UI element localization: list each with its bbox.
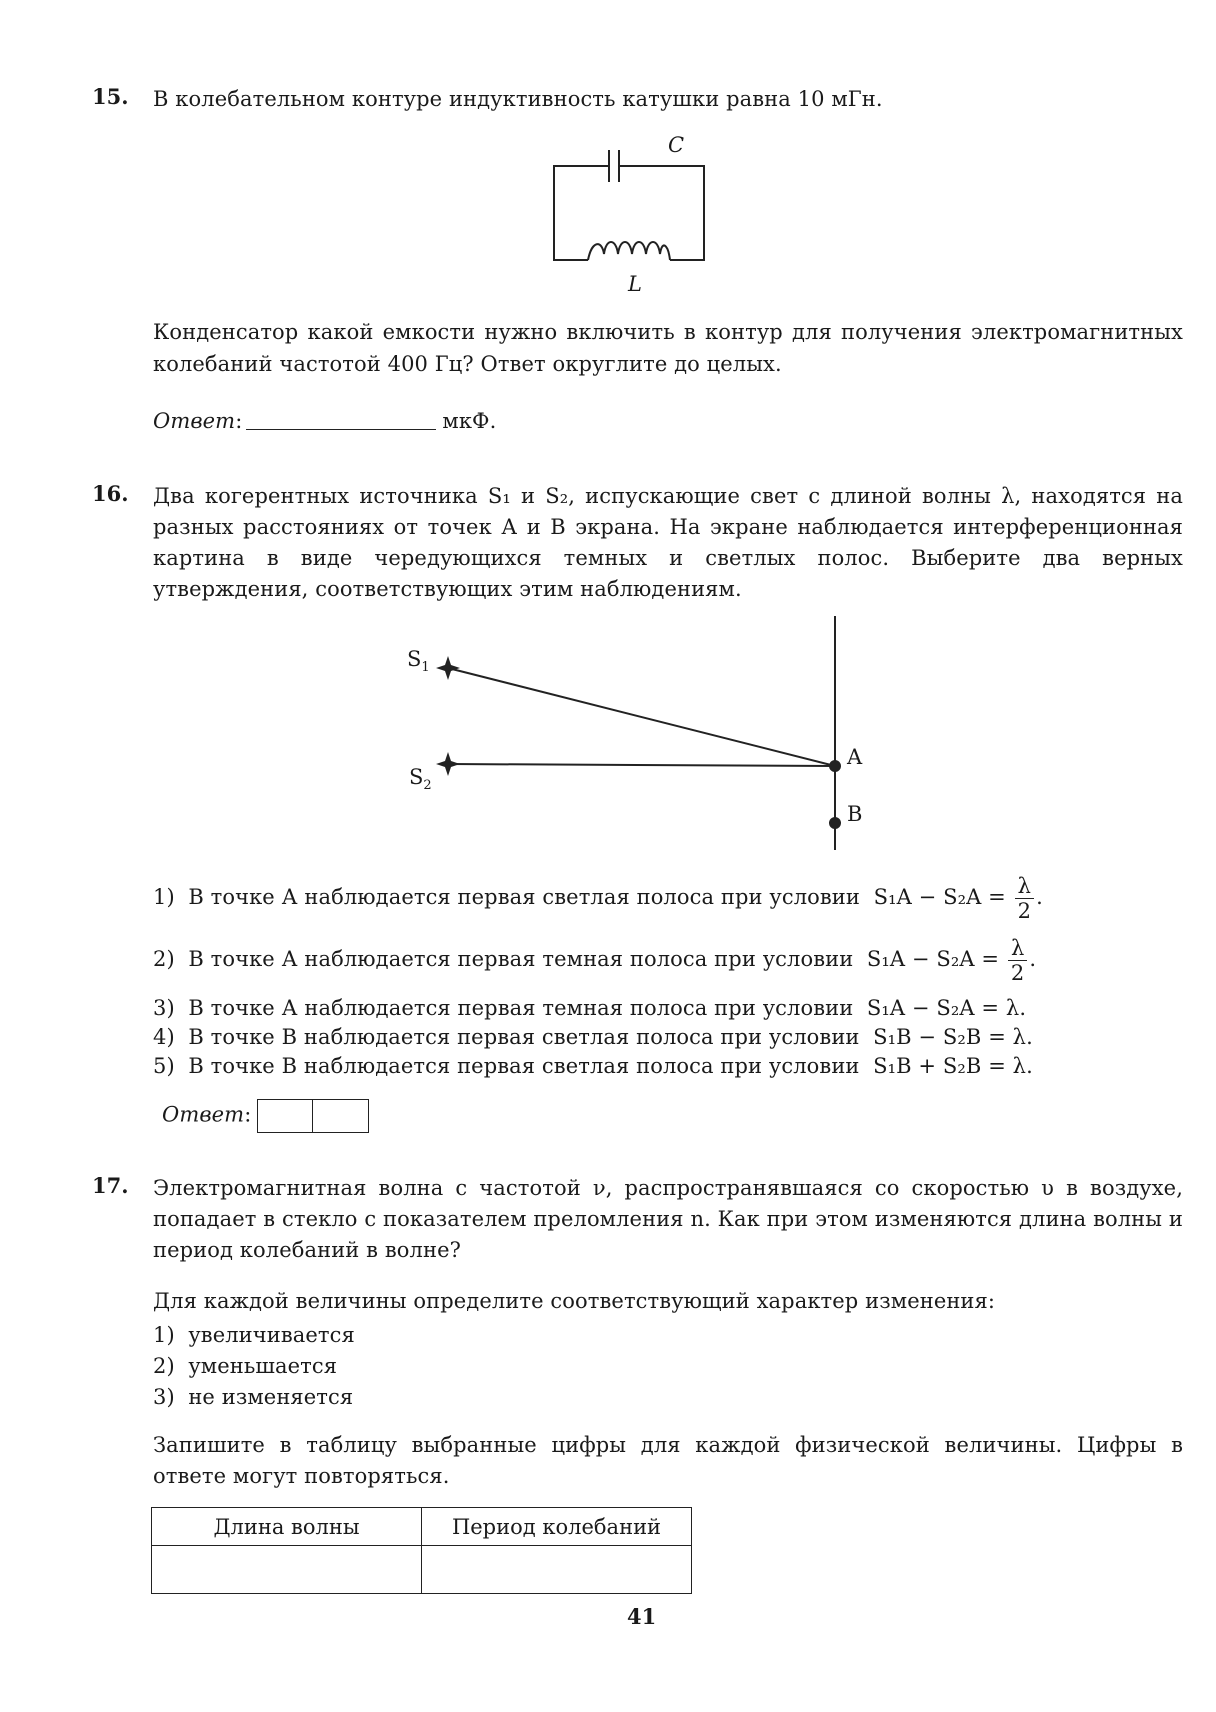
q16-option-2[interactable]: 2) В точке А наблюдается первая темная полоса при условии S₁A − S₂A = $\frac{\lambda}{2}$ . <box>153 936 1037 985</box>
point-a-label: A <box>847 745 863 769</box>
q16-option-1[interactable]: 1) В точке А наблюдается первая светлая полоса при условии S₁A − S₂A = $\frac{\lambda}{2}$ . <box>153 874 1043 923</box>
answer-cell-wavelength[interactable] <box>152 1546 422 1594</box>
answer-unit: мкФ. <box>442 409 497 433</box>
q17-number: 17. <box>92 1173 129 1198</box>
fraction-lambda-over-2: $\frac{\lambda}{2}$ <box>1008 936 1027 985</box>
ray-s2-a <box>448 764 835 766</box>
answer-box-2[interactable] <box>313 1099 369 1133</box>
q15-question: Конденсатор какой емкости нужно включить в контур для получения электромагнитных колебаний частотой 400 Гц? Ответ округлите до целых. <box>153 320 1183 376</box>
q15-text: В колебательном контуре индуктивность катушки равна 10 мГн. <box>153 87 883 111</box>
lc-circuit-diagram <box>540 128 720 298</box>
q17-choice-2: 2) уменьшается <box>153 1354 338 1378</box>
inductor-coil <box>588 242 670 260</box>
inductor-label: L <box>628 272 642 296</box>
source-s2-icon <box>436 752 460 776</box>
q17-choice-1: 1) увеличивается <box>153 1323 355 1347</box>
q17-choice-3: 3) не изменяется <box>153 1385 354 1409</box>
ray-s1-a <box>448 668 835 766</box>
answer-label: Ответ <box>153 409 236 433</box>
q16-option-4[interactable]: 4) В точке В наблюдается первая светлая полоса при условии S₁B − S₂B = λ. <box>153 1025 1033 1049</box>
q15-answer-field[interactable] <box>246 407 436 430</box>
answer-box-1[interactable] <box>257 1099 313 1133</box>
source-s1-icon <box>436 656 460 680</box>
s2-label: $S_2$ <box>409 765 432 793</box>
q17-text: Электромагнитная волна с частотой ν, распространявшаяся со скоростью υ в воздухе, попадает в стекло с показателем преломления n. Как при этом изменяются длина волны и период колебаний в волне? <box>153 1176 1183 1262</box>
q16-number: 16. <box>92 481 129 506</box>
circuit-wire-right <box>619 166 704 260</box>
q17-answer-table <box>151 1507 692 1594</box>
table-header: Длина волны <box>152 1508 422 1546</box>
answer-cell-period[interactable] <box>422 1546 692 1594</box>
answer-label: Ответ <box>162 1102 245 1127</box>
s1-label: $S_1$ <box>407 647 430 675</box>
capacitor-label: C <box>668 133 685 157</box>
q15-number: 15. <box>92 84 129 109</box>
page-number: 41 <box>627 1604 657 1629</box>
q16-option-5[interactable]: 5) В точке В наблюдается первая светлая полоса при условии S₁B + S₂B = λ. <box>153 1054 1033 1078</box>
q17-instruction: Для каждой величины определите соответствующий характер изменения: <box>153 1289 996 1313</box>
interference-diagram <box>395 612 885 862</box>
q16-answer-line: Ответ: <box>162 1099 369 1133</box>
q16-text: Два когерентных источника S₁ и S₂, испускающие свет с длиной волны λ, находятся на разных расстояниях от точек А и В экрана. На экране наблюдается интерференционная картина в виде чередующихся темных и светлых полос. Выберите два верных утверждения, соответствующих этим наблюдениям. <box>153 484 1183 601</box>
point-a-dot <box>830 761 840 771</box>
point-b-label: B <box>847 802 863 826</box>
point-b-dot <box>830 818 840 828</box>
q16-option-3[interactable]: 3) В точке А наблюдается первая темная полоса при условии S₁A − S₂A = λ. <box>153 996 1027 1020</box>
table-header: Период колебаний <box>422 1508 692 1546</box>
fraction-lambda-over-2: $\frac{\lambda}{2}$ <box>1015 874 1034 923</box>
q15-answer-line: Ответ: мкФ. <box>153 409 497 433</box>
q17-table-instruction: Запишите в таблицу выбранные цифры для каждой физической величины. Цифры в ответе могут повторяться. <box>153 1433 1183 1488</box>
